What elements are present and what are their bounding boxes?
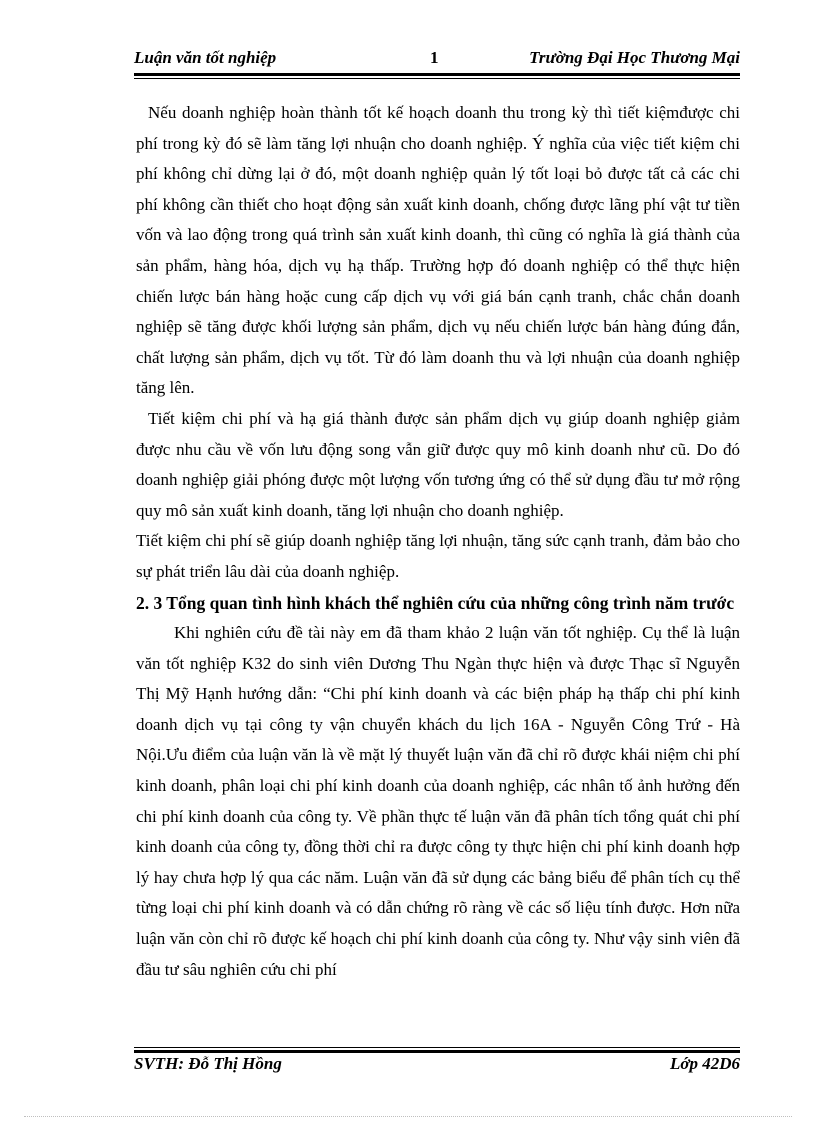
section-heading: 2. 3 Tổng quan tình hình khách thể nghiên cứu của những công trình năm trước [136,592,735,613]
footer-class-code: Lớp 42D6 [669,1054,740,1073]
header-thesis-title: Luận văn tốt nghiệp [134,48,277,67]
footer-rule-thin [134,1047,740,1048]
header-rule-thin [134,78,740,79]
paragraph-cost-savings: Nếu doanh nghiệp hoàn thành tốt kế hoạch doanh thu trong kỳ thì tiết kiệmđược chi phí trong kỳ đó sẽ làm tăng lợi nhuận cho doanh nghiệp. Ý nghĩa của việc tiết kiệm chi phí không chỉ dừng lại ở đó, một doanh nghiệp quản lý tốt loại bỏ được tất cả các chi phí không cần thiết cho hoạt động sản xuất kinh doanh, chống được lãng phí vật tư tiền vốn và lao động trong quá trình sản xuất kinh doanh, thì cũng có nghĩa là giá thành của sản phẩm, hàng hóa, dịch vụ hạ thấp. Trường hợp đó doanh nghiệp có thể thực hiện chiến lược bán hàng hoặc cung cấp dịch vụ với giá bán cạnh tranh, chắc chắn doanh nghiệp sẽ tăng được khối lượng sản phẩm, dịch vụ nếu chiến lược bán hàng đúng đắn, chất lượng sản phẩm, dịch vụ tốt. Từ đó làm doanh thu và lợi nhuận của doanh nghiệp tăng lên. [136,103,740,398]
page-header [134,46,740,72]
header-university-name: Trường Đại Học Thương Mại [529,48,740,67]
paragraph-literature-review: Khi nghiên cứu đề tài này em đã tham khảo 2 luận văn tốt nghiệp. Cụ thể là luận văn tốt nghiệp K32 do sinh viên Dương Thu Ngàn thực hiện và được Thạc sĩ Nguyễn Thị Mỹ Hạnh hướng dẫn: “Chi phí kinh doanh và các biện pháp hạ thấp chi phí kinh doanh dịch vụ tại công ty vận chuyển khách du lịch 16A - Nguyễn Công Trứ - Hà Nội.Ưu điểm của luận văn là về mặt lý thuyết luận văn đã chỉ rõ được khái niệm chi phí kinh doanh, phân loại chi phí kinh doanh của doanh nghiệp, các nhân tố ảnh hưởng đến chi phí kinh doanh của công ty. Về phần thực tế luận văn đã phân tích tổng quát chi phí kinh doanh của công ty, đồng thời chỉ ra được công ty thực hiện chi phí kinh doanh hợp lý hay chưa hợp lý qua các năm. Luận văn đã sử dụng các bảng biểu để phân tích cụ thể từng loại chi phí kinh doanh và có dẫn chứng rõ ràng về các số liệu tính được. Hơn nữa luận văn còn chỉ rõ được kế hoạch chi phí kinh doanh của công ty. Như vậy sinh viên đã đầu tư sâu nghiên cứu chi phí [136,623,740,979]
page-number: 1 [430,48,439,67]
footer-rule-thick [134,1050,740,1053]
footer-student-name: SVTH: Đỗ Thị Hồng [134,1054,282,1073]
paragraph-working-capital: Tiết kiệm chi phí và hạ giá thành được sản phẩm dịch vụ giúp doanh nghiệp giảm được nhu cầu về vốn lưu động song vẫn giữ được quy mô kinh doanh như cũ. Do đó doanh nghiệp giải phóng được một lượng vốn tương ứng có thể sử dụng đầu tư mở rộng quy mô sản xuất kinh doanh, tăng lợi nhuận cho doanh nghiệp. [136,408,740,520]
page-footer [134,1054,740,1078]
document-body [136,98,740,985]
page-bottom-dotted-line [24,1116,792,1117]
header-rule-thick [134,73,740,76]
paragraph-competitiveness: Tiết kiệm chi phí sẽ giúp doanh nghiệp tăng lợi nhuận, tăng sức cạnh tranh, đảm bảo cho sự phát triển lâu dài của doanh nghiệp. [136,531,740,581]
